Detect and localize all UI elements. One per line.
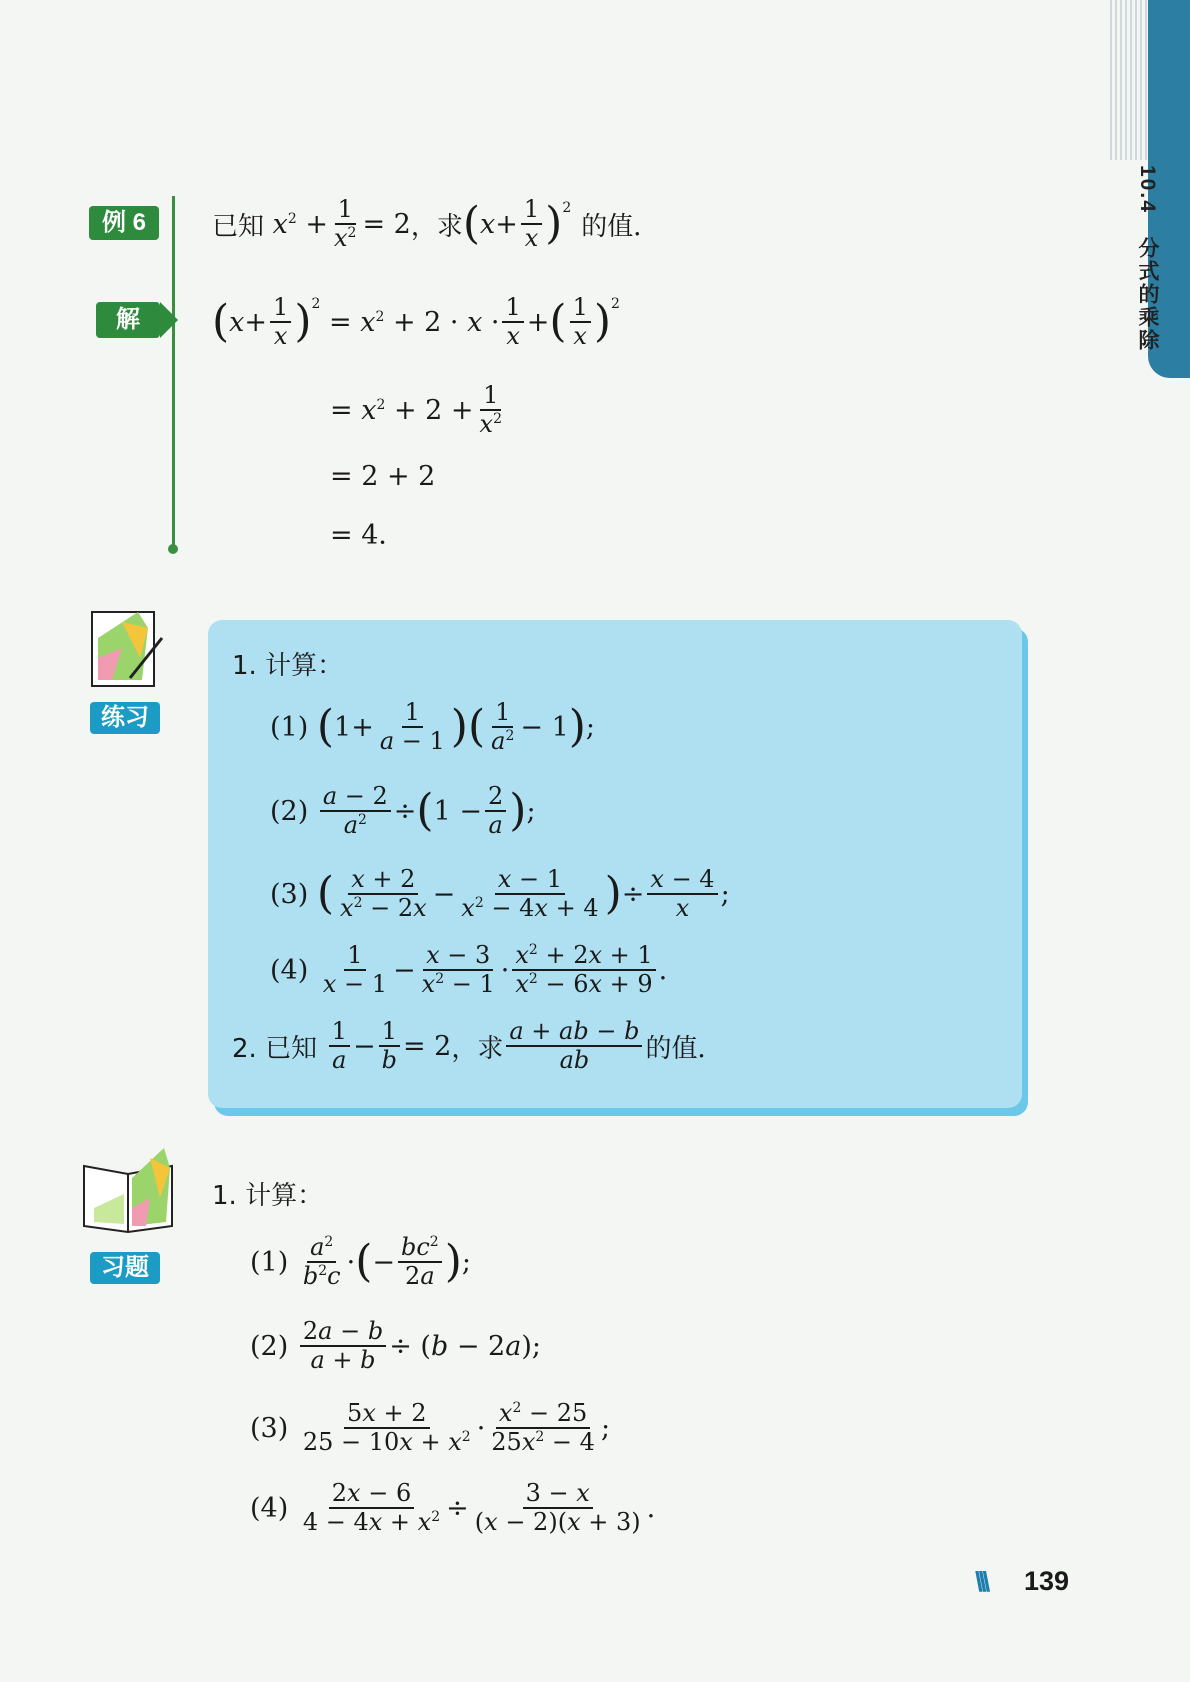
practice-q1-1: (1) ( 1+ $\frac{1}{a - 1}$ ) ( $\frac{1}{a^2}$ − 1 ) ; <box>270 697 596 755</box>
q2-mid: ，求 <box>451 1033 504 1064</box>
item-label: (2) <box>270 795 309 827</box>
item-label: (4) <box>250 1492 289 1524</box>
q2-suffix: 的值． <box>645 1033 724 1064</box>
page-number: 139 <box>1024 1566 1070 1596</box>
solution-line-2: = $x^2 + 2$ + $\frac{1}{x^2}$ <box>330 380 503 438</box>
tab-stripes <box>1110 0 1148 160</box>
item-label: (1) <box>270 711 309 743</box>
exercise-q1-label: 1. 计算： <box>212 1180 324 1211</box>
exercise-book-icon <box>80 1138 176 1234</box>
practice-q1-label: 1. 计算： <box>232 650 344 681</box>
item-label: (4) <box>270 954 309 986</box>
example-badge: 例 6 <box>89 206 159 240</box>
practice-badge: 练习 <box>90 702 160 734</box>
practice-notebook-icon <box>82 598 168 690</box>
exercise-q1-3: (3) $\frac{5x + 2}{25 - 10x + x^2}$ · $\frac{x^2 - 25}{25x^2 - 4}$ ; <box>250 1398 611 1456</box>
practice-q1-2: (2) $\frac{a - 2}{a^2}$ ÷ ( 1 − $\frac{2}{a}$ ) ; <box>270 781 536 839</box>
example-mid: ，求 <box>410 211 463 242</box>
exercise-q1-1: (1) $\frac{a^2}{b^2c}$ · ( − $\frac{bc^2}{2a}$ ) ; <box>250 1232 471 1290</box>
exercise-q1-2: (2) $\frac{2a - b}{a + b}$ ÷ (b − 2a); <box>250 1316 541 1374</box>
solution-line-3: = 2 + 2 <box>330 460 436 492</box>
exercise-q1-4: (4) $\frac{2x - 6}{4 - 4x + x^2}$ ÷ $\frac{3 - x}{(x - 2)(x + 3)}$ . <box>250 1478 656 1536</box>
exercise-badge: 习题 <box>90 1252 160 1284</box>
item-label: (3) <box>250 1412 289 1444</box>
q2-prefix: 2. 已知 <box>232 1033 318 1064</box>
page-number-slashes-icon: \\\ <box>975 1566 987 1597</box>
example-prefix: 已知 <box>212 211 265 242</box>
solution-arrow <box>160 302 178 338</box>
solution-badge: 解 <box>96 302 160 338</box>
chapter-title: 10.4 分式的乘除 <box>1136 165 1159 352</box>
example-problem: 已知 $x^2$ + $\frac{1}{x^2}$ = 2 ，求 ( x + $\frac{1}{x}$ ) $^2$ 的值． <box>212 194 660 252</box>
item-label: (3) <box>270 878 309 910</box>
practice-q2: 2. 已知 $\frac{1}{a}$ − $\frac{1}{b}$ = 2 ，求 $\frac{a + ab - b}{ab}$ 的值． <box>232 1016 724 1074</box>
practice-q1-3: (3) ( $\frac{x + 2}{x^2 - 2x}$ − $\frac{x - 1}{x^2 - 4x + 4}$ ) ÷ $\frac{x - 4}{x}$ ; <box>270 864 730 922</box>
solution-line <box>172 196 175 548</box>
solution-line-end <box>168 544 178 554</box>
item-label: (1) <box>250 1246 289 1278</box>
example-suffix: 的值． <box>581 211 660 242</box>
item-label: (2) <box>250 1330 289 1362</box>
practice-q1-4: (4) $\frac{1}{x - 1}$ − $\frac{x - 3}{x^2 - 1}$ · $\frac{x^2 + 2x + 1}{x^2 - 6x + 9}$ . <box>270 940 668 998</box>
solution-line-1: ( x + $\frac{1}{x}$ ) $^2$ = $x^2 + 2 \cdot x$ · $\frac{1}{x}$ + ( $\frac{1}{x}$ ) $^2$ <box>212 292 620 350</box>
solution-line-4: = 4． <box>330 519 406 551</box>
